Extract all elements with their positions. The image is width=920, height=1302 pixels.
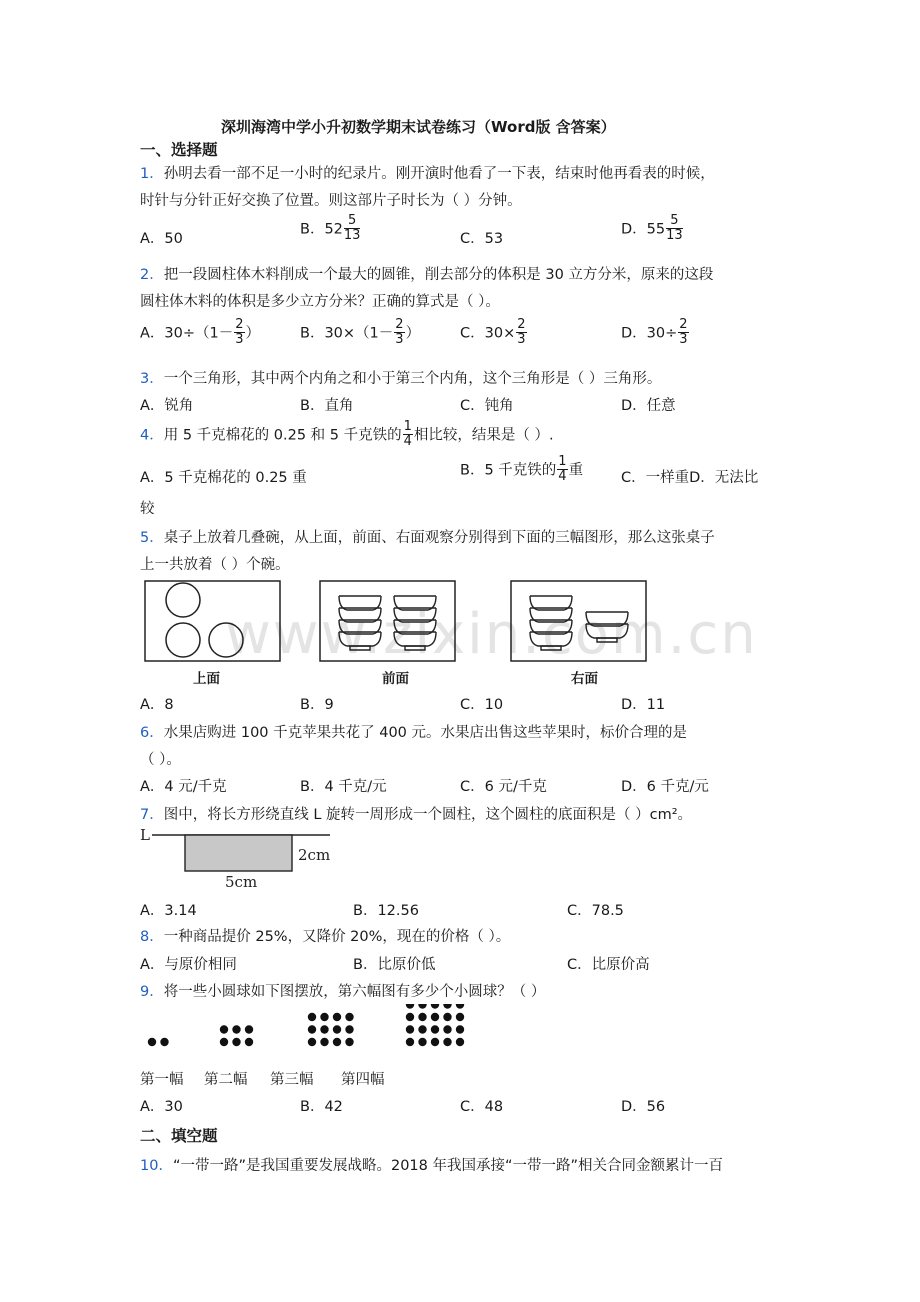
label-top-view: 上面: [193, 671, 220, 687]
label-L: L: [140, 826, 150, 844]
question-text: 孙明去看一部不足一小时的纪录片。刚开演时他看了一下表，结束时他再看表的时候，: [163, 166, 715, 182]
fraction-numerator: 5: [666, 214, 683, 229]
bowl-top-circle: [166, 623, 200, 657]
question-number: 9．: [140, 984, 164, 1000]
question-8: [140, 925, 510, 946]
question-1: [140, 162, 715, 183]
page-title: 深圳海湾中学小升初数学期末试卷练习（Word版 含答案）: [221, 118, 616, 136]
ball-dot: [418, 1025, 426, 1033]
question-number: 4．: [140, 427, 164, 444]
question-10: [140, 1154, 723, 1175]
question-text: 一个三角形，其中两个内角之和小于第三个内角，这个三角形是（ ）三角形。: [163, 371, 662, 387]
label-width: 5cm: [225, 873, 258, 891]
figure-label-1: 第一幅: [140, 1072, 184, 1088]
ball-dot: [431, 1038, 439, 1046]
figure-label-3: 第三幅: [270, 1072, 314, 1088]
question-6: [140, 721, 687, 742]
q9-option-a: A．30: [140, 1099, 183, 1115]
q9-option-c: C．48: [460, 1099, 504, 1115]
option-text: A．30÷（1－: [140, 325, 234, 342]
q3-option-c: C．钝角: [460, 398, 514, 414]
ball-dot: [456, 1038, 464, 1046]
ball-dot: [160, 1038, 168, 1046]
q3-option-a: A．锐角: [140, 398, 194, 414]
front-view-frame: [320, 581, 455, 661]
dot-figure-1: [148, 1038, 169, 1046]
question-1-line2: 时针与分针正好交换了位置。则这部片子时长为（ ）分钟。: [140, 193, 522, 209]
label-height: 2cm: [298, 846, 331, 864]
q2-option-a: [140, 318, 260, 346]
q4-wrap-text: 较: [140, 501, 155, 517]
ball-dot: [320, 1038, 328, 1046]
ball-dot: [406, 1025, 414, 1033]
section-heading-fill: 二、填空题: [140, 1127, 218, 1145]
question-7: [140, 803, 692, 824]
q1-option-b: [300, 214, 361, 242]
ball-dot: [232, 1025, 240, 1033]
dot-pattern-figure: [140, 1004, 480, 1066]
ball-dot: [345, 1025, 353, 1033]
fraction-denominator: 3: [517, 331, 526, 347]
fraction-denominator: 13: [343, 227, 361, 243]
q5-option-b: B．9: [300, 697, 334, 713]
question-number: 5．: [140, 530, 164, 546]
figure-label-2: 第二幅: [204, 1072, 248, 1088]
q1-option-a: A．50: [140, 231, 183, 247]
ball-dot: [431, 1013, 439, 1021]
ball-dot: [406, 1038, 414, 1046]
question-number: 6．: [140, 725, 164, 741]
dot-figure-4: [406, 1004, 464, 1046]
bowl-stack-short: [586, 612, 628, 642]
q6-option-b: B．4 千克/元: [300, 779, 387, 795]
fraction-denominator: 3: [395, 331, 404, 347]
option-text: B．30×（1－: [300, 325, 394, 342]
option-text: D．30÷: [621, 325, 678, 342]
ball-dot: [220, 1038, 228, 1046]
question-3: [140, 367, 661, 388]
bowl-top-circle: [209, 623, 243, 657]
q3-option-b: B．直角: [300, 398, 354, 414]
q8-option-c: C．比原价高: [567, 957, 650, 973]
question-text: 图中，将长方形绕直线 L 旋转一周形成一个圆柱，这个圆柱的底面积是（ ）cm²。: [163, 807, 693, 823]
option-text: D．55: [621, 221, 666, 238]
option-text: B．5 千克铁的: [460, 462, 557, 479]
q2-option-d: [621, 318, 690, 346]
q5-option-a: A．8: [140, 697, 174, 713]
question-text: 将一些小圆球如下图摆放，第六幅图有多少个小圆球？（ ）: [163, 984, 546, 1000]
ball-dot: [308, 1025, 316, 1033]
ball-dot: [333, 1013, 341, 1021]
ball-dot: [245, 1025, 253, 1033]
figure-label-4: 第四幅: [341, 1072, 385, 1088]
question-number: 8．: [140, 929, 164, 945]
fraction-numerator: 2: [679, 317, 688, 332]
q8-option-a: A．与原价相同: [140, 957, 237, 973]
ball-dot: [320, 1025, 328, 1033]
ball-dot: [456, 1004, 464, 1009]
rotation-rectangle-figure: [138, 824, 338, 892]
fraction: [666, 214, 683, 242]
rectangle-shape: [185, 835, 292, 871]
fraction: [234, 318, 244, 346]
question-text: 水果店购进 100 千克苹果共花了 400 元。水果店出售这些苹果时，标价合理的是: [163, 725, 688, 741]
question-2: [140, 263, 713, 284]
ball-dot: [232, 1038, 240, 1046]
ball-dot: [443, 1013, 451, 1021]
ball-dot: [443, 1038, 451, 1046]
question-text: 把一段圆柱体木料削成一个最大的圆锥，削去部分的体积是 30 立方分米，原来的这段: [163, 267, 714, 283]
q1-option-c: C．53: [460, 231, 504, 247]
ball-dot: [456, 1013, 464, 1021]
q3-option-d: D．任意: [621, 398, 676, 414]
ball-dot: [333, 1038, 341, 1046]
fraction-denominator: 4: [403, 433, 412, 449]
question-4: [140, 420, 554, 448]
ball-dot: [308, 1038, 316, 1046]
fraction-numerator: 2: [235, 317, 244, 332]
ball-dot: [418, 1038, 426, 1046]
option-text: ）: [405, 325, 421, 342]
label-right-view: 右面: [571, 671, 598, 687]
fraction: [678, 318, 688, 346]
q5-option-c: C．10: [460, 697, 504, 713]
top-view-frame: [145, 581, 280, 661]
ball-dot: [245, 1038, 253, 1046]
fraction-numerator: 1: [403, 419, 412, 434]
fraction-numerator: 2: [395, 317, 404, 332]
ball-dot: [443, 1004, 451, 1009]
q6-option-a: A．4 元/千克: [140, 779, 227, 795]
q2-option-b: [300, 318, 420, 346]
fraction: [394, 318, 404, 346]
fraction: [557, 455, 567, 483]
ball-dot: [345, 1013, 353, 1021]
ball-dot: [308, 1013, 316, 1021]
fraction: [516, 318, 526, 346]
ball-dot: [418, 1013, 426, 1021]
question-number: 10．: [140, 1158, 173, 1174]
q6-option-c: C．6 元/千克: [460, 779, 547, 795]
ball-dot: [148, 1038, 156, 1046]
ball-dot: [345, 1038, 353, 1046]
q7-option-c: C．78.5: [567, 903, 624, 919]
watermark: www.zixin.com.cn: [225, 602, 758, 667]
question-number: 2．: [140, 267, 164, 283]
option-text: C．30×: [460, 325, 516, 342]
question-text: “一带一路”是我国重要发展战略。2018 年我国承接“一带一路”相关合同金额累计一百: [172, 1158, 724, 1174]
question-text: 用 5 千克棉花的 0.25 和 5 千克铁的: [163, 427, 402, 444]
ball-dot: [406, 1013, 414, 1021]
question-text: 相比较，结果是（ ）.: [413, 427, 554, 444]
ball-dot: [320, 1013, 328, 1021]
question-9: [140, 980, 545, 1001]
question-number: 1．: [140, 166, 164, 182]
ball-dot: [431, 1004, 439, 1009]
ball-dot: [443, 1025, 451, 1033]
bowl-stack-left: [339, 596, 381, 650]
q4-option-b: [460, 455, 583, 483]
fraction: [344, 214, 361, 242]
q9-option-b: B．42: [300, 1099, 343, 1115]
question-6-line2: （ ）。: [140, 752, 181, 768]
q8-option-b: B．比原价低: [353, 957, 436, 973]
question-number: 7．: [140, 807, 164, 823]
fraction-numerator: 1: [558, 454, 567, 469]
option-text: ）: [245, 325, 261, 342]
q2-option-c: [460, 318, 528, 346]
dot-figure-3: [308, 1013, 354, 1046]
q9-option-d: D．56: [621, 1099, 666, 1115]
ball-dot: [406, 1004, 414, 1009]
bowl-top-circle: [166, 583, 200, 617]
section-heading-choice: 一、选择题: [140, 141, 218, 159]
q7-option-a: A．3.14: [140, 903, 197, 919]
option-text: 重: [568, 462, 584, 479]
question-5-line2: 上一共放着（ ）个碗。: [140, 557, 290, 573]
question-text: 桌子上放着几叠碗，从上面，前面、右面观察分别得到下面的三幅图形，那么这张桌子: [163, 530, 715, 546]
fraction: [403, 420, 413, 448]
q5-option-d: D．11: [621, 697, 666, 713]
bowl-stack-tall: [530, 596, 572, 650]
fraction-denominator: 13: [666, 227, 683, 243]
fraction-denominator: 3: [235, 331, 244, 347]
bowl-views-figure: [140, 578, 680, 668]
question-5: [140, 526, 715, 547]
fraction-numerator: 2: [517, 317, 526, 332]
question-text: 一种商品提价 25%，又降价 20%，现在的价格（ ）。: [163, 929, 511, 945]
q4-option-cd: C．一样重D．无法比: [621, 470, 759, 486]
fraction-denominator: 4: [558, 468, 567, 484]
q7-option-b: B．12.56: [353, 903, 419, 919]
q6-option-d: D．6 千克/元: [621, 779, 709, 795]
bowl-stack-right: [394, 596, 436, 650]
option-text: B．52: [300, 221, 343, 238]
ball-dot: [418, 1004, 426, 1009]
ball-dot: [220, 1025, 228, 1033]
fraction-numerator: 5: [344, 214, 361, 229]
q4-option-a: A．5 千克棉花的 0.25 重: [140, 470, 307, 486]
label-front-view: 前面: [382, 671, 409, 687]
ball-dot: [333, 1025, 341, 1033]
ball-dot: [456, 1025, 464, 1033]
dot-figure-2: [220, 1025, 253, 1046]
ball-dot: [431, 1025, 439, 1033]
fraction-denominator: 3: [679, 331, 688, 347]
question-number: 3．: [140, 371, 164, 387]
q1-option-d: [621, 214, 684, 242]
question-2-line2: 圆柱体木料的体积是多少立方分米？正确的算式是（ ）。: [140, 294, 500, 310]
